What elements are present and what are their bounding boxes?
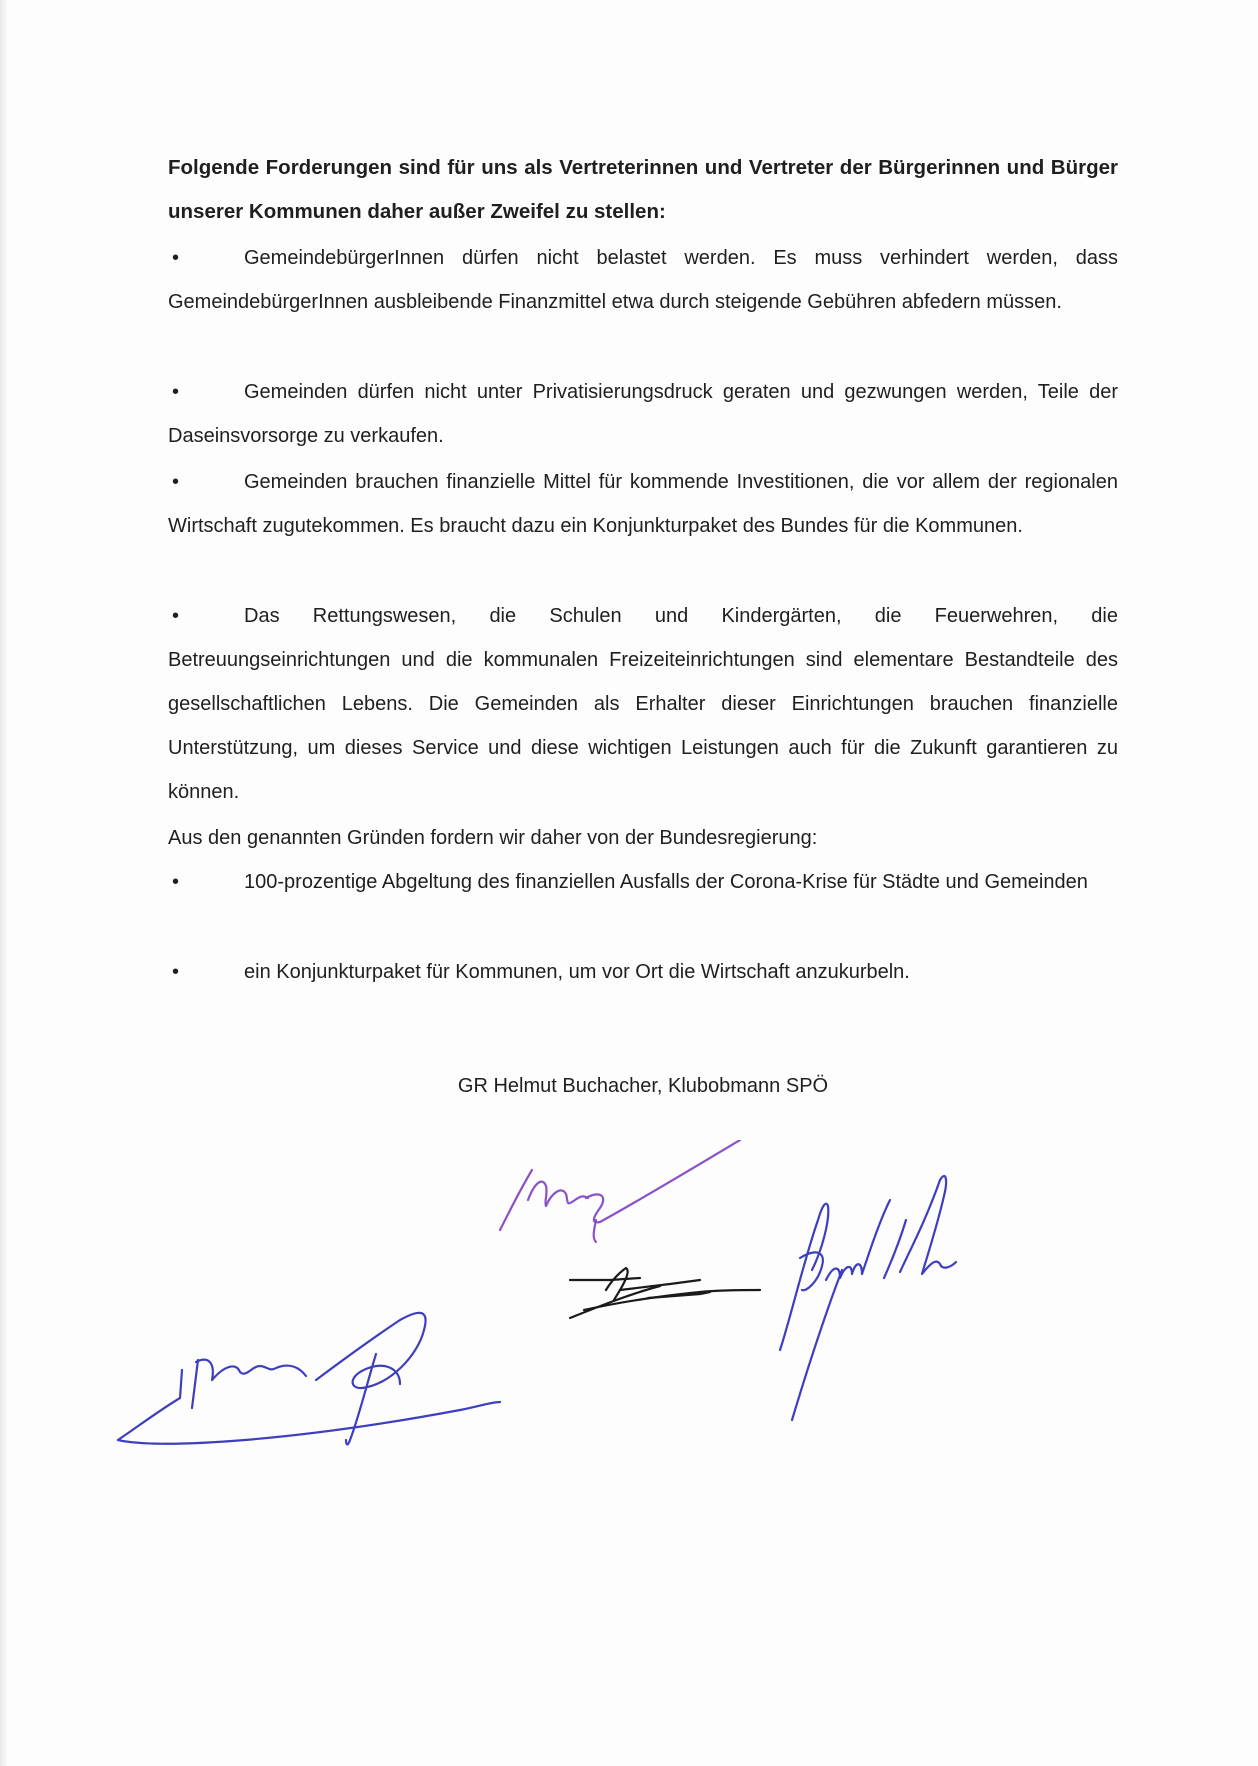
request-item-2 <box>168 950 1118 994</box>
demand-item-1 <box>168 236 1118 324</box>
signature-4 <box>780 1176 956 1420</box>
handwritten-signatures <box>100 1140 1080 1460</box>
demand-text-4: Das Rettungswesen, die Schulen und Kindergärten, die Feuerwehren, die Betreuungseinrichtungen und die kommunalen Freizeiteinrichtungen sind elementare Bestandteile des gesellschaftlichen Lebens. Die Gemeinden als Erhalter dieser Einrichtungen brauchen finanzielle Unterstützung, um dieses Service und diese wichtigen Leistungen auch für die Zukunft garantieren zu können. <box>168 605 1118 803</box>
request-text-1: 100-prozentige Abgeltung des finanziellen Ausfalls der Corona-Krise für Städte und Gemeinden <box>244 871 1088 893</box>
page-shadow-edge <box>0 0 8 1766</box>
request-text-2: ein Konjunkturpaket für Kommunen, um vor Ort die Wirtschaft anzukurbeln. <box>244 961 910 983</box>
signature-3 <box>570 1268 760 1318</box>
bullet-dot: • <box>172 871 180 893</box>
signature-2 <box>500 1140 740 1242</box>
demand-text-2: Gemeinden dürfen nicht unter Privatisierungsdruck geraten und gezwungen werden, Teile der Daseinsvorsorge zu verkaufen. <box>168 381 1118 447</box>
bullet-dot: • <box>172 381 180 403</box>
demand-item-3 <box>168 460 1118 548</box>
requests-intro: Aus den genannten Gründen fordern wir daher von der Bundesregierung: <box>168 827 818 849</box>
demands-heading: Folgende Forderungen sind für uns als Vertreterinnen und Vertreter der Bürgerinnen und Bürger unserer Kommunen daher außer Zweifel zu stellen: <box>168 156 1118 223</box>
bullet-dot: • <box>172 471 180 493</box>
signatory-line: GR Helmut Buchacher, Klubobmann SPÖ <box>457 1075 829 1097</box>
demand-text-1: GemeindebürgerInnen dürfen nicht belastet werden. Es muss verhindert werden, dass GemeindebürgerInnen ausbleibende Finanzmittel etwa durch steigende Gebühren abfedern müssen. <box>168 247 1118 313</box>
bullet-dot: • <box>172 961 180 983</box>
bullet-dot: • <box>172 247 180 269</box>
demand-text-3: Gemeinden brauchen finanzielle Mittel für kommende Investitionen, die vor allem der regionalen Wirtschaft zugutekommen. Es braucht dazu ein Konjunkturpaket des Bundes für die Kommunen. <box>168 471 1118 537</box>
demand-item-2 <box>168 370 1118 458</box>
request-item-1 <box>168 860 1118 904</box>
signature-1 <box>118 1313 500 1445</box>
bullet-dot: • <box>172 605 180 627</box>
demand-item-4 <box>168 594 1118 814</box>
